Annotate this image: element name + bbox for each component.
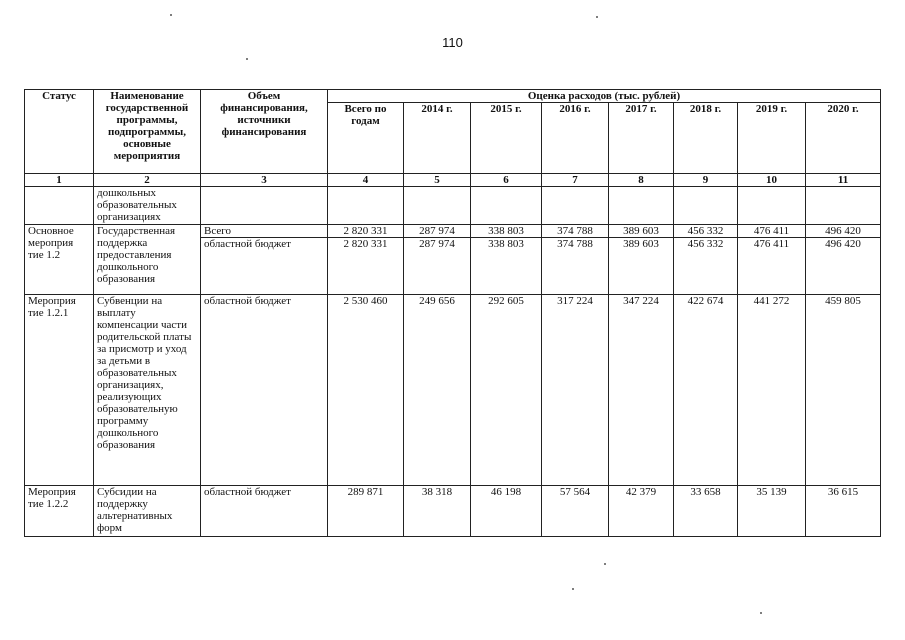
- value-cell: 456 332: [674, 225, 738, 238]
- value-cell: 46 198: [471, 486, 542, 537]
- value-cell: [471, 187, 542, 225]
- value-cell: 289 871: [328, 486, 404, 537]
- name-cell: дошкольных образовательных организациях: [94, 187, 201, 225]
- value-cell: 338 803: [471, 225, 542, 238]
- value-cell: 287 974: [404, 225, 471, 238]
- page-number: 110: [442, 35, 463, 50]
- scan-speck: [604, 563, 606, 565]
- value-cell: 338 803: [471, 238, 542, 295]
- value-cell: 2 530 460: [328, 295, 404, 486]
- table-row: [25, 295, 881, 486]
- value-cell: [609, 187, 674, 225]
- value-cell: 33 658: [674, 486, 738, 537]
- status-cell: Основное мероприя тие 1.2: [25, 225, 94, 295]
- column-number: 1: [25, 174, 94, 187]
- scan-speck: [246, 58, 248, 60]
- value-cell: 476 411: [738, 238, 806, 295]
- table-row: [25, 225, 881, 238]
- value-cell: [328, 187, 404, 225]
- name-cell: Государственная поддержка предоставления дошкольного образования: [94, 225, 201, 295]
- value-cell: 42 379: [609, 486, 674, 537]
- header-year-2019: 2019 г.: [738, 103, 806, 174]
- header-name: Наименование государственной программы, подпрограммы, основные мероприятия: [94, 90, 201, 174]
- status-cell: Мероприя тие 1.2.2: [25, 486, 94, 537]
- status-cell: [25, 187, 94, 225]
- column-number: 6: [471, 174, 542, 187]
- header-volume: Объем финансирования, источники финансирования: [201, 90, 328, 174]
- header-year-2017: 2017 г.: [609, 103, 674, 174]
- column-number: 10: [738, 174, 806, 187]
- value-cell: 2 820 331: [328, 225, 404, 238]
- source-cell: областной бюджет: [201, 238, 328, 295]
- value-cell: [542, 187, 609, 225]
- value-cell: 441 272: [738, 295, 806, 486]
- budget-table: [24, 89, 881, 537]
- column-number: 3: [201, 174, 328, 187]
- value-cell: 249 656: [404, 295, 471, 486]
- table-row: [25, 187, 881, 225]
- header-estimate: Оценка расходов (тыс. рублей): [328, 90, 881, 103]
- value-cell: 496 420: [806, 225, 881, 238]
- value-cell: 374 788: [542, 238, 609, 295]
- value-cell: 389 603: [609, 238, 674, 295]
- status-cell: Мероприя тие 1.2.1: [25, 295, 94, 486]
- table-row: [25, 486, 881, 537]
- value-cell: 374 788: [542, 225, 609, 238]
- value-cell: 35 139: [738, 486, 806, 537]
- source-cell: областной бюджет: [201, 295, 328, 486]
- source-cell: [201, 187, 328, 225]
- header-status: Статус: [25, 90, 94, 174]
- column-number: 7: [542, 174, 609, 187]
- value-cell: 389 603: [609, 225, 674, 238]
- value-cell: [738, 187, 806, 225]
- value-cell: 496 420: [806, 238, 881, 295]
- source-cell: областной бюджет: [201, 486, 328, 537]
- column-number: 11: [806, 174, 881, 187]
- header-year-2018: 2018 г.: [674, 103, 738, 174]
- name-cell: Субвенции на выплату компенсации части родительской платы за присмотр и уход за детьми в образовательных организациях, реализующих образовательную программу дошкольного образования: [94, 295, 201, 486]
- value-cell: 57 564: [542, 486, 609, 537]
- column-number: 4: [328, 174, 404, 187]
- column-number: 5: [404, 174, 471, 187]
- scan-speck: [760, 612, 762, 614]
- value-cell: 422 674: [674, 295, 738, 486]
- value-cell: 287 974: [404, 238, 471, 295]
- header-total: Всего по годам: [328, 103, 404, 174]
- scan-speck: [596, 16, 598, 18]
- value-cell: 456 332: [674, 238, 738, 295]
- table-header-row: [25, 90, 881, 103]
- value-cell: 476 411: [738, 225, 806, 238]
- header-year-2014: 2014 г.: [404, 103, 471, 174]
- value-cell: [806, 187, 881, 225]
- value-cell: 38 318: [404, 486, 471, 537]
- value-cell: 2 820 331: [328, 238, 404, 295]
- header-year-2020: 2020 г.: [806, 103, 881, 174]
- value-cell: 317 224: [542, 295, 609, 486]
- column-number: 2: [94, 174, 201, 187]
- value-cell: 292 605: [471, 295, 542, 486]
- scan-speck: [170, 14, 172, 16]
- value-cell: 347 224: [609, 295, 674, 486]
- value-cell: 459 805: [806, 295, 881, 486]
- header-year-2015: 2015 г.: [471, 103, 542, 174]
- scan-speck: [572, 588, 574, 590]
- value-cell: [404, 187, 471, 225]
- source-cell: Всего: [201, 225, 328, 238]
- column-numbers-row: [25, 174, 881, 187]
- column-number: 9: [674, 174, 738, 187]
- name-cell: Субсидии на поддержку альтернативных форм: [94, 486, 201, 537]
- header-year-2016: 2016 г.: [542, 103, 609, 174]
- column-number: 8: [609, 174, 674, 187]
- value-cell: 36 615: [806, 486, 881, 537]
- value-cell: [674, 187, 738, 225]
